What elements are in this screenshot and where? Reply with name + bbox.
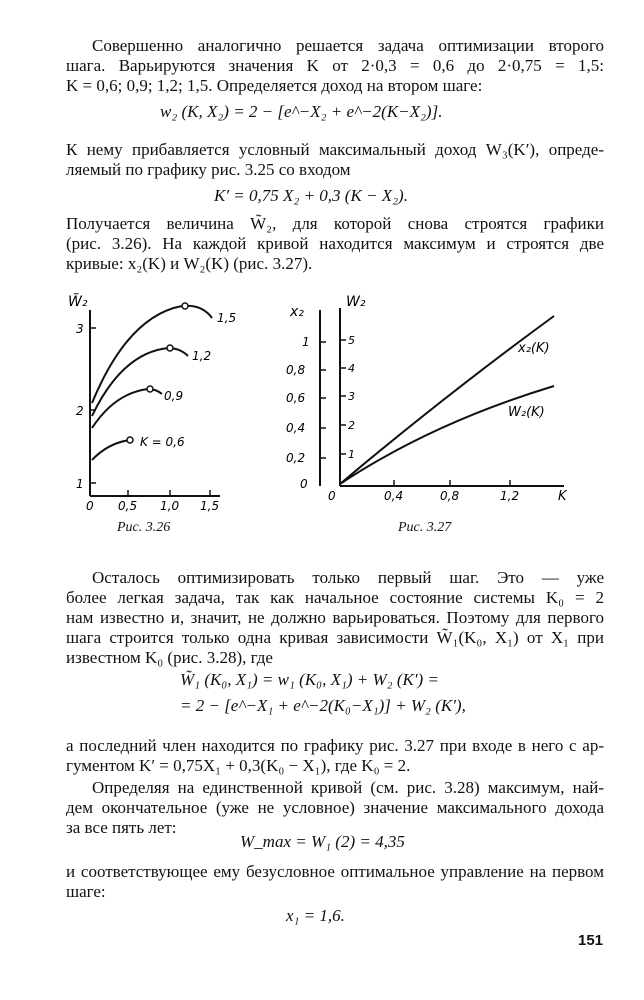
- figure-3-26: [60, 288, 260, 520]
- fig326-ytick-1: 1: [76, 477, 84, 491]
- para2-line2: ляемый по графику рис. 3.25 со входом: [66, 160, 351, 179]
- fig327-curve-label-x2: x₂(K): [518, 341, 550, 356]
- fig327-y1-label: x₂: [290, 304, 304, 320]
- para7-line2: шаге:: [66, 882, 106, 901]
- fig327-curve-label-w2: W₂(K): [508, 405, 545, 420]
- fig327-y1tick-4: 0,8: [286, 363, 306, 377]
- fig326-curve-k06: [92, 440, 130, 460]
- fig327-xtick-0: 0: [328, 489, 336, 503]
- formula-k-prime: K′ = 0,75 X₂ + 0,3 (K − X₂).: [214, 186, 408, 205]
- para6-line2: дем окончательное (уже не условное) значение максимального дохода: [66, 798, 604, 817]
- formula-w1-b: = 2 − [e^−X₁ + e^−2(K₀−X₁)] + W₂ (K′),: [180, 696, 466, 715]
- para6-line3: за все пять лет:: [66, 818, 177, 837]
- fig327-y1tick-3: 0,6: [286, 391, 306, 405]
- fig327-y2tick-2: 2: [348, 419, 355, 432]
- fig327-caption: Рис. 3.27: [398, 520, 452, 535]
- fig327-y1tick-0: 0: [300, 477, 308, 491]
- fig327-y1tick-5: 1: [302, 335, 310, 349]
- fig326-curve-label-k12: 1,2: [192, 349, 212, 363]
- fig327-xtick-3: 1,2: [500, 489, 520, 503]
- formula-w1-a: W̃₁ (K₀, X₁) = w₁ (K₀, X₁) + W₂ (K′) =: [180, 670, 439, 689]
- fig326-max-k09: [147, 386, 153, 392]
- formula-wmax: W_max = W₁ (2) = 4,35: [240, 832, 405, 851]
- para3-line3: кривые: x₂(K) и W₂(K) (рис. 3.27).: [66, 254, 313, 273]
- fig327-y2-label: W₂: [346, 294, 366, 310]
- para1-line3: K = 0,6; 0,9; 1,2; 1,5. Определяется доход на втором шаге:: [66, 76, 483, 95]
- fig326-curve-k12: [92, 348, 188, 416]
- para5-line1: а последний член находится по графику рис. 3.27 при входе в него с ар-: [66, 736, 604, 755]
- page-number: 151: [578, 932, 604, 949]
- fig327-y2tick-1: 1: [348, 448, 355, 461]
- fig327-xtick-1: 0,4: [384, 489, 404, 503]
- fig326-curve-label-k15: 1,5: [217, 311, 237, 325]
- fig326-curve-label-k09: 0,9: [164, 389, 184, 403]
- fig326-ytick-2: 2: [76, 404, 84, 418]
- fig327-x-label: K: [558, 489, 567, 504]
- fig327-curve-w2: [340, 386, 554, 484]
- para4-line5: известном K₀ (рис. 3.28), где: [66, 648, 273, 667]
- fig326-curve-label-k06: K = 0,6: [140, 435, 185, 449]
- para1-line1: Совершенно аналогично решается задача оптимизации второго: [92, 36, 604, 55]
- figure-3-27: [282, 288, 582, 520]
- para6-line1: Определяя на единственной кривой (см. рис. 3.28) максимум, най-: [92, 778, 604, 797]
- para4-line4: шага строится только одна кривая зависимости W̃₁(K₀, X₁) от X₁ при: [66, 628, 604, 647]
- fig327-y2tick-3: 3: [348, 390, 355, 403]
- fig326-max-k15: [182, 303, 188, 309]
- fig326-xtick-1: 0,5: [118, 499, 138, 513]
- para4-line1: Осталось оптимизировать только первый шаг. Это — уже: [92, 568, 604, 587]
- para3-line2: (рис. 3.26). На каждой кривой находится максимум и строятся две: [66, 234, 604, 253]
- fig326-caption: Рис. 3.26: [117, 520, 171, 535]
- formula-x1: x₁ = 1,6.: [286, 906, 345, 925]
- fig327-y1tick-2: 0,4: [286, 421, 306, 435]
- fig327-xtick-2: 0,8: [440, 489, 460, 503]
- fig326-xtick-3: 1,5: [200, 499, 220, 513]
- para4-line2: более легкая задача, так как начальное состояние системы K₀ = 2: [66, 588, 604, 607]
- fig327-y1tick-1: 0,2: [286, 451, 306, 465]
- fig326-xtick-0: 0: [86, 499, 94, 513]
- formula-w2: w₂ (K, X₂) = 2 − [e^−X₂ + e^−2(K−X₂)].: [160, 102, 443, 121]
- para7-line1: и соответствующее ему безусловное оптимальное управление на первом: [66, 862, 604, 881]
- fig326-max-k12: [167, 345, 173, 351]
- fig326-xtick-2: 1,0: [160, 499, 180, 513]
- para2-line1: К нему прибавляется условный максимальный доход W₃(K′), опреде-: [66, 140, 604, 159]
- fig327-y2tick-4: 4: [348, 362, 355, 375]
- fig326-y-label: W̃₂: [68, 294, 88, 310]
- fig326-max-k06: [127, 437, 133, 443]
- fig327-y2tick-5: 5: [348, 334, 355, 347]
- para4-line3: нам известно и, значит, не должно варьироваться. Поэтому для первого: [66, 608, 604, 627]
- para1-line2: шага. Варьируются значения K от 2·0,3 = 0,6 до 2·0,75 = 1,5:: [66, 56, 604, 75]
- para3-line1: Получается величина W̃₂, для которой снова строятся графики: [66, 214, 604, 233]
- fig326-ytick-3: 3: [76, 322, 84, 336]
- para5-line2: гументом K′ = 0,75X₁ + 0,3(K₀ − X₁), где K₀ = 2.: [66, 756, 411, 775]
